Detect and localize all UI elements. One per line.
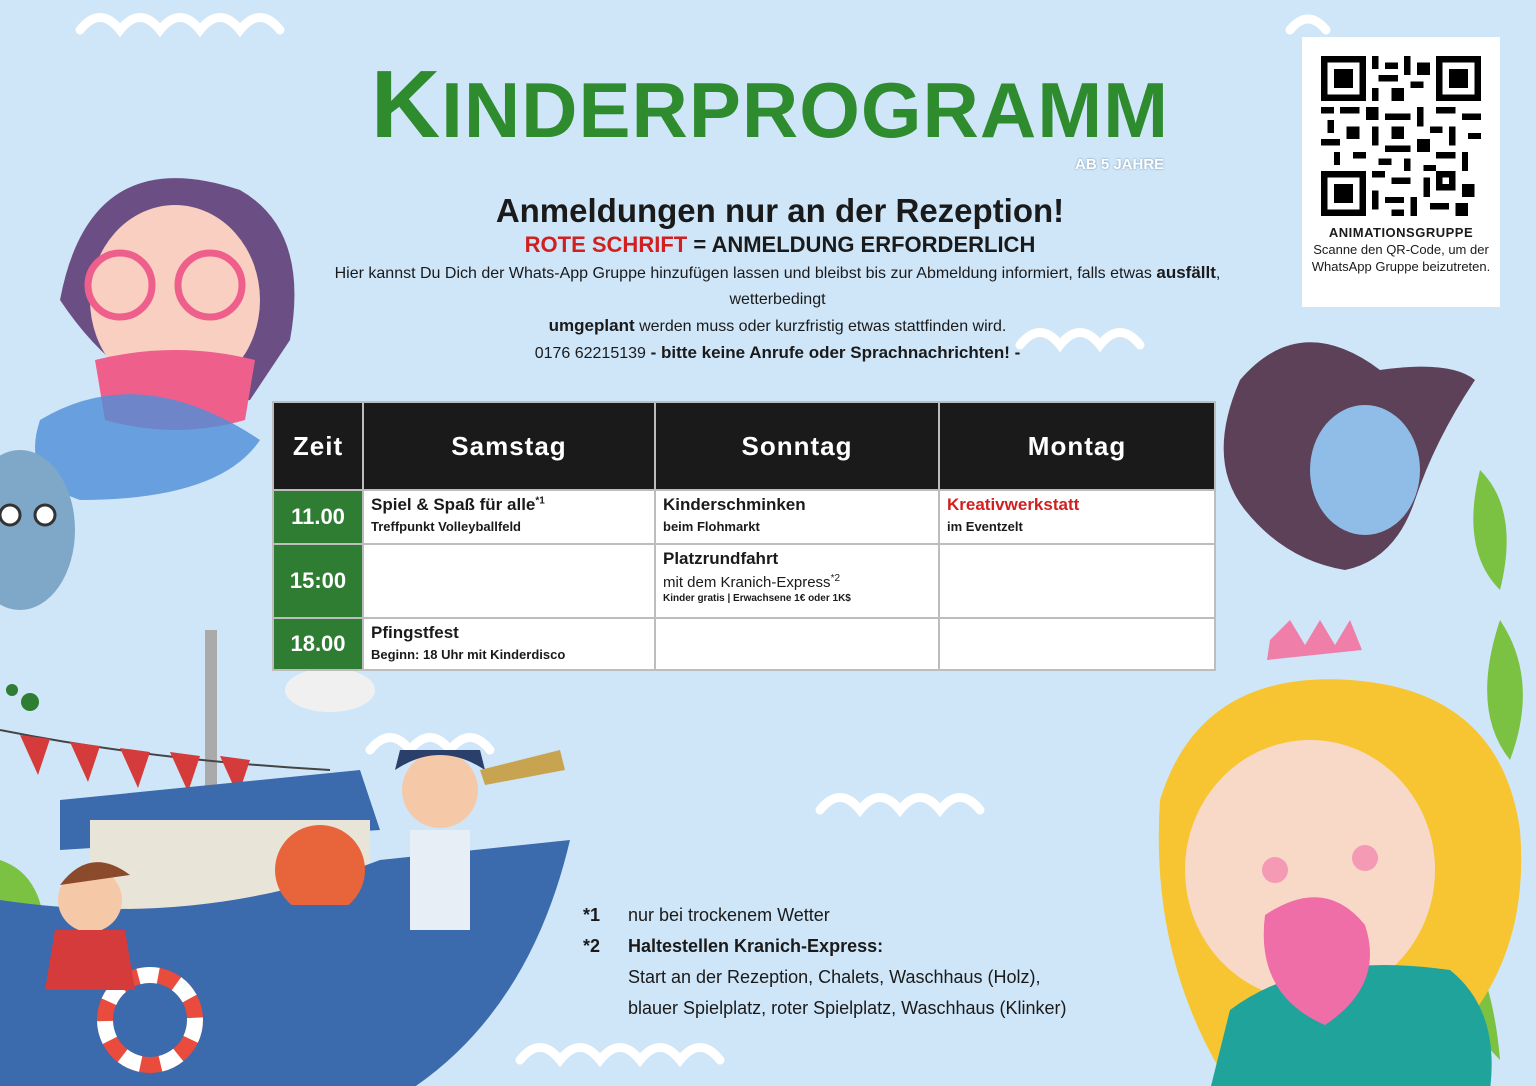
time-cell: 11.00 — [273, 490, 363, 544]
footnote-2 — [583, 931, 1067, 1024]
event-price: Kinder gratis | Erwachsene 1€ oder 1K$ — [663, 593, 851, 604]
qr-caption — [1302, 224, 1500, 275]
event-title: Kreativwerkstatt — [947, 495, 1080, 514]
event-subtitle: beim Flohmarkt — [663, 519, 760, 534]
footnote-2-mark: *2 — [583, 936, 601, 956]
event-cell — [363, 618, 655, 670]
footnote-1 — [583, 900, 1067, 931]
table-row — [273, 490, 1215, 544]
girl-illustration — [35, 178, 294, 500]
legend-red-text: ROTE SCHRIFT — [524, 232, 688, 257]
qr-text: Scanne den QR-Code, um der WhatsApp Gruppe beizutreten. — [1311, 242, 1491, 274]
event-subtitle: im Eventzelt — [947, 519, 1023, 534]
footnote-2-title: Haltestellen Kranich-Express: — [628, 936, 884, 956]
time-cell: 15:00 — [273, 544, 363, 618]
phone-number: 0176 62215139 — [534, 345, 646, 362]
event-subtitle: Treffpunkt Volleyballfeld — [371, 519, 522, 534]
footnote-2-line-2: blauer Spielplatz, roter Spielplatz, Waschhaus (Klinker) — [628, 998, 1067, 1018]
qr-title: ANIMATIONSGRUPPE — [1328, 225, 1474, 240]
event-title: Kinderschminken — [663, 495, 806, 514]
time-cell: 18.00 — [273, 618, 363, 670]
footnotes — [583, 900, 1067, 1024]
table-row — [273, 544, 1215, 618]
mermaid-illustration — [1159, 620, 1522, 1086]
subtitle: Anmeldungen nur an der Rezeption! — [495, 192, 1065, 229]
registration-legend — [300, 232, 1260, 258]
event-cell-empty — [655, 618, 939, 670]
page-title — [370, 51, 1170, 158]
whatsapp-info — [295, 260, 1260, 367]
event-cell-empty — [939, 544, 1215, 618]
schedule-table — [272, 401, 1216, 671]
phone-note: - bitte keine Anrufe oder Sprachnachrichten! - — [645, 343, 1021, 362]
table-header-row — [273, 402, 1215, 490]
event-cell-empty — [363, 544, 655, 618]
header-samstag: Samstag — [363, 402, 655, 490]
event-title — [371, 495, 647, 515]
event-title: Platzrundfahrt — [663, 549, 779, 568]
table-row — [273, 618, 1215, 670]
info-text-3: werden muss oder kurzfristig etwas stattfinden wird. — [634, 318, 1007, 335]
title-rest: INDERPROGRAMM — [441, 66, 1170, 154]
footnote-1-text: nur bei trockenem Wetter — [628, 905, 830, 925]
legend-rest-text: = ANMELDUNG ERFORDERLICH — [687, 232, 1036, 257]
header-zeit: Zeit — [273, 402, 363, 490]
header-sonntag: Sonntag — [655, 402, 939, 490]
event-subtitle-text: mit dem Kranich-Express — [663, 574, 831, 591]
age-label: AB 5 JAHRE — [1075, 156, 1165, 173]
info-bold-2: umgeplant — [548, 316, 635, 335]
event-subtitle: Beginn: 18 Uhr mit Kinderdisco — [371, 647, 566, 662]
title-first-letter: K — [370, 51, 442, 158]
header-montag: Montag — [939, 402, 1215, 490]
event-cell — [363, 490, 655, 544]
event-subtitle — [663, 573, 931, 591]
event-cell — [655, 490, 939, 544]
event-cell-empty — [939, 618, 1215, 670]
footnote-2-line-1: Start an der Rezeption, Chalets, Waschhaus (Holz), — [628, 967, 1041, 987]
ship-illustration — [0, 630, 570, 1086]
info-text-1: Hier kannst Du Dich der Whats-App Gruppe hinzufügen lassen und bleibst bis zur Abmeldung informiert, falls etwas — [334, 265, 1157, 282]
footnote-1-mark: *1 — [583, 905, 601, 925]
stingray-illustration — [1224, 342, 1475, 570]
footnote-mark: *1 — [535, 495, 545, 507]
qr-code-image[interactable] — [1321, 56, 1481, 216]
info-text-2: , wetterbedingt — [729, 265, 1221, 308]
event-cell — [939, 490, 1215, 544]
footnote-mark: *2 — [830, 573, 841, 584]
event-title: Pfingstfest — [371, 623, 459, 642]
event-title-text: Spiel & Spaß für alle — [371, 495, 536, 514]
info-bold-1: ausfällt — [1156, 263, 1216, 282]
event-cell — [655, 544, 939, 618]
